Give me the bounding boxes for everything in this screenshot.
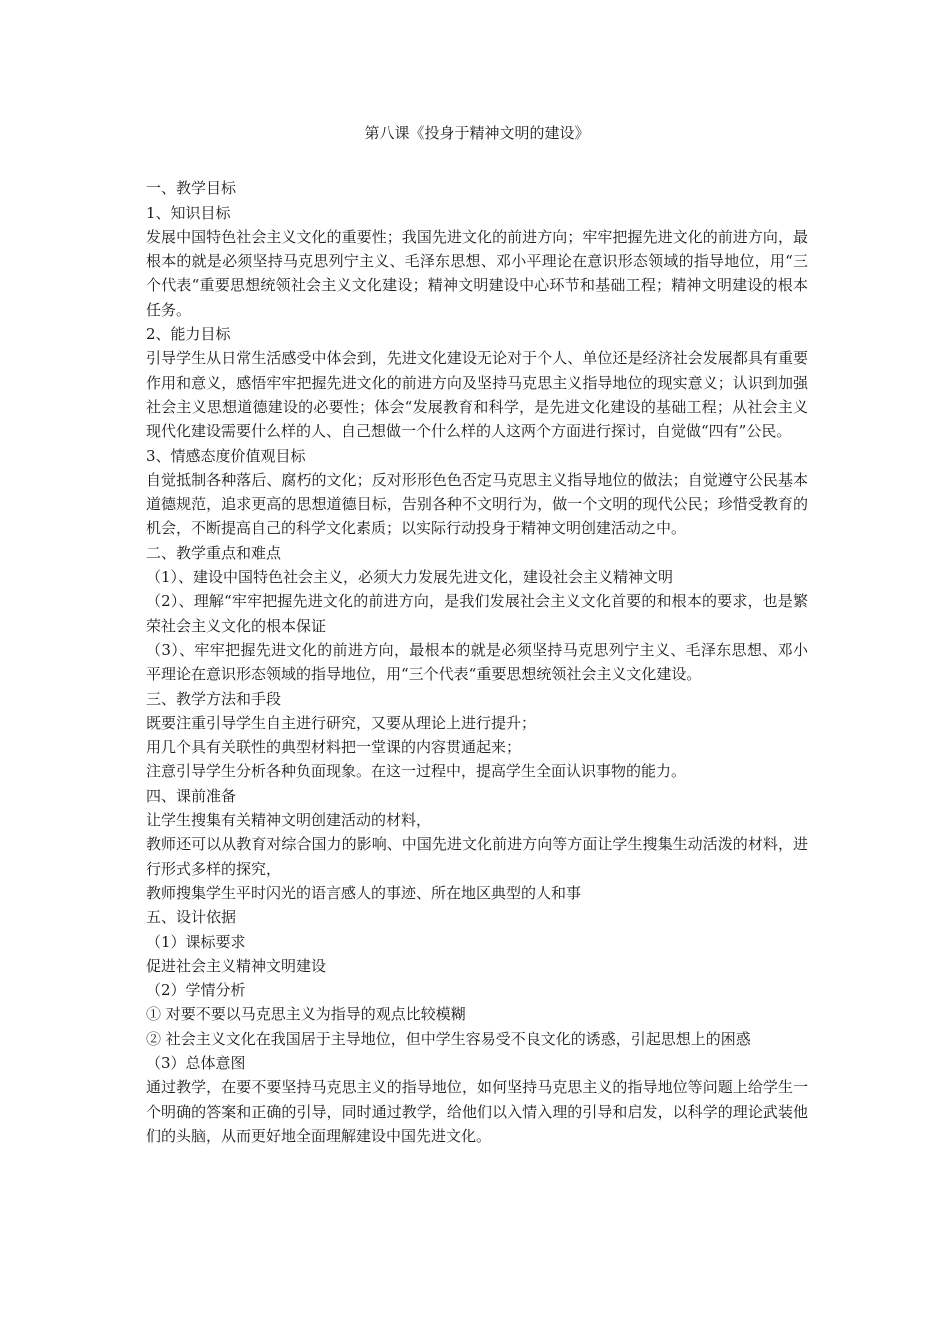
method-1: 既要注重引导学生自主进行研究，又要从理论上进行提升；	[146, 713, 537, 732]
key-point-2: （2）、理解“牢牢把握先进文化的前进方向，是我们发展社会主义文化首要的和根本的要求，也是繁荣社会主义文化的根本保证	[146, 592, 808, 635]
preparation-1: 让学生搜集有关精神文明创建活动的材料，	[146, 811, 432, 830]
student-analysis-2: ② 社会主义文化在我国居于主导地位，但中学生容易受不良文化的诱惑，引起思想上的困惑	[146, 1029, 751, 1048]
section-heading-design-basis: 五、设计依据	[146, 908, 237, 927]
paragraph-knowledge: 发展中国特色社会主义文化的重要性；我国先进文化的前进方向；牢牢把握先进文化的前进方向，最根本的就是必须坚持马克思列宁主义、毛泽东思想、邓小平理论在意识形态领域的指导地位，用“三个代表“重要思想统领社会主义文化建设；精神文明建设中心环节和基础工程；精神文明建设的根本任务。	[146, 227, 808, 319]
preparation-3: 教师搜集学生平时闪光的语言感人的事迹、所在地区典型的人和事	[146, 883, 582, 902]
subheading-values: 3、情感态度价值观目标	[146, 446, 306, 465]
subheading-knowledge: 1、知识目标	[146, 203, 231, 222]
paragraph-overall-intent: 通过教学，在要不要坚持马克思主义的指导地位，如何坚持马克思主义的指导地位等问题上给学生一个明确的答案和正确的引导，同时通过教学，给他们以入情入理的引导和启发，以科学的理论武装他们的头脑，从而更好地全面理解建设中国先进文化。	[146, 1078, 808, 1145]
section-heading-methods: 三、教学方法和手段	[146, 689, 282, 708]
document-title: 第八课《投身于精神文明的建设》	[364, 124, 590, 142]
section-heading-preparation: 四、课前准备	[146, 786, 237, 805]
subheading-ability: 2、能力目标	[146, 325, 231, 344]
subheading-curriculum: （1）课标要求	[146, 932, 246, 951]
document-page	[146, 121, 808, 1148]
method-3: 注意引导学生分析各种负面现象。在这一过程中，提高学生全面认识事物的能力。	[146, 762, 687, 781]
subheading-student-analysis: （2）学情分析	[146, 981, 246, 1000]
key-point-3: （3）、牢牢把握先进文化的前进方向，最根本的就是必须坚持马克思列宁主义、毛泽东思想、邓小平理论在意识形态领域的指导地位，用“三个代表“重要思想统领社会主义文化建设。	[146, 640, 808, 684]
paragraph-ability: 引导学生从日常生活感受中体会到，先进文化建设无论对于个人、单位还是经济社会发展都具有重要作用和意义，感悟牢牢把握先进文化的前进方向及坚持马克思主义指导地位的现实意义；认识到加强社会主义思想道德建设的必要性；体会“发展教育和科学，是先进文化建设的基础工程；从社会主义现代化建设需要什么样的人、自己想做一个什么样的人这两个方面进行探讨，自觉做“四有”公民。	[146, 349, 808, 441]
method-2: 用几个具有关联性的典型材料把一堂课的内容贯通起来；	[146, 738, 522, 757]
paragraph-values: 自觉抵制各种落后、腐朽的文化；反对形形色色否定马克思主义指导地位的做法；自觉遵守公民基本道德规范，追求更高的思想道德目标，告别各种不文明行为，做一个文明的现代公民；珍惜受教育的机会，不断提高自己的科学文化素质；以实际行动投身于精神文明创建活动之中。	[146, 470, 808, 538]
key-point-1: （1）、建设中国特色社会主义，必须大力发展先进文化，建设社会主义精神文明	[146, 568, 674, 587]
section-heading-objectives: 一、教学目标	[146, 179, 237, 198]
subheading-overall-intent: （3）总体意图	[146, 1053, 246, 1072]
curriculum-text: 促进社会主义精神文明建设	[146, 956, 327, 975]
section-heading-key-points: 二、教学重点和难点	[146, 543, 282, 562]
preparation-2: 教师还可以从教育对综合国力的影响、中国先进文化前进方向等方面让学生搜集生动活泼的材料，进行形式多样的探究，	[146, 835, 808, 878]
student-analysis-1: ① 对要不要以马克思主义为指导的观点比较模糊	[146, 1005, 466, 1024]
